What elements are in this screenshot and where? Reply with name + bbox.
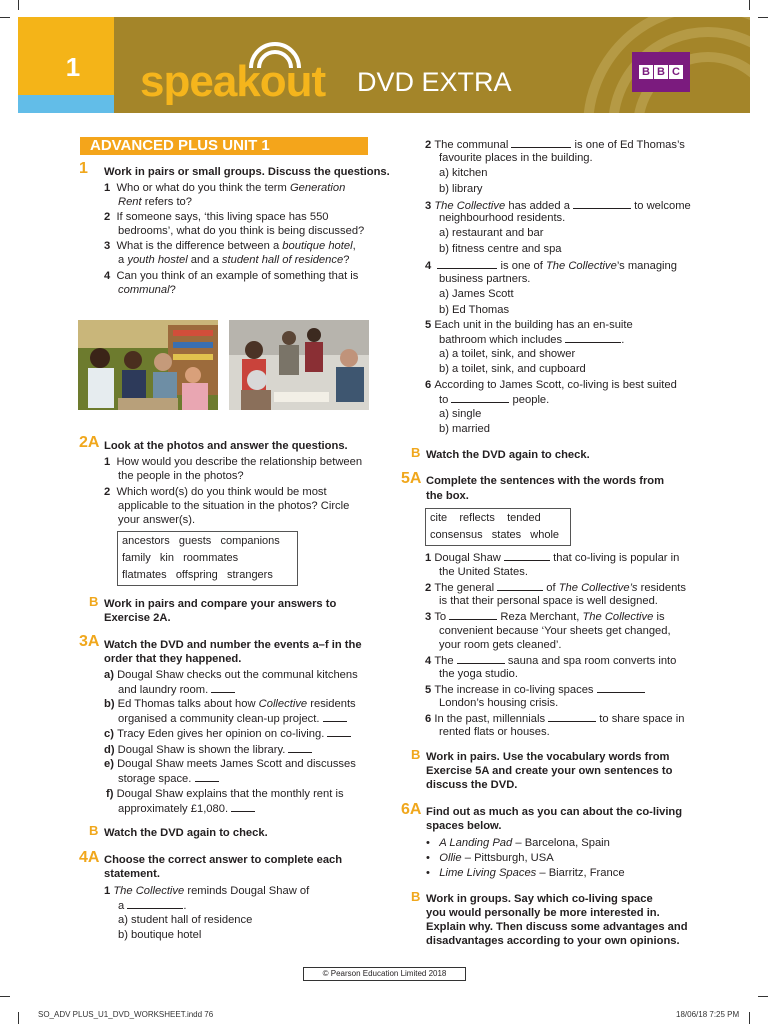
exercise-instruction: Watch the DVD again to check.	[104, 827, 268, 839]
box-word: states	[491, 529, 522, 541]
item-text: sauna and spa room converts into	[504, 655, 677, 667]
exercise-number: 2A	[79, 434, 100, 451]
exercise-instruction: Work in pairs and compare your answers to	[104, 598, 337, 610]
crop-mark	[749, 1012, 750, 1024]
exercise-number: 5A	[401, 470, 422, 487]
item-number: 6	[425, 379, 432, 391]
item-continuation	[439, 332, 624, 348]
exercise-number: B	[411, 747, 421, 762]
item-number: 3	[104, 240, 111, 252]
crop-mark	[0, 996, 10, 997]
item-text: Can you think of an example of something that is	[116, 270, 359, 282]
item-text: Ed Thomas talks about how	[117, 698, 259, 710]
item-text: The Collective	[582, 611, 654, 623]
question-item	[104, 884, 309, 899]
item-continuation: Rent refers to?	[118, 196, 193, 208]
item-number: 1	[104, 456, 111, 468]
item-text: What is the difference between a	[116, 240, 283, 252]
exercise-instruction: Watch the DVD and number the events a–f in the	[104, 639, 362, 651]
item-text: storage space.	[118, 773, 192, 785]
item-text: – Biarritz, France	[536, 867, 625, 879]
answer-option[interactable]: a) kitchen	[439, 167, 488, 179]
exercise-instruction: spaces below.	[426, 820, 502, 832]
item-text: bathroom which includes	[439, 334, 566, 346]
word-row	[430, 510, 566, 527]
event-item	[104, 742, 312, 758]
exercise-instruction: you would personally be more interested in.	[426, 907, 660, 919]
answer-option[interactable]: a) restaurant and bar	[439, 227, 544, 239]
item-number: f)	[106, 788, 114, 800]
item-number: 4	[104, 270, 111, 282]
crop-mark	[18, 1012, 19, 1024]
item-text: Lime Living Spaces	[439, 867, 537, 879]
bullet-item: • Lime Living Spaces – Biarritz, France	[426, 867, 625, 879]
item-text: youth hostel	[127, 254, 188, 266]
item-text: a	[118, 900, 125, 912]
item-text: has added a	[505, 200, 574, 212]
crop-mark	[749, 0, 750, 10]
bullet-item: • A Landing Pad – Barcelona, Spain	[426, 837, 610, 849]
word-row	[122, 567, 293, 584]
answer-blank[interactable]	[323, 711, 347, 722]
answer-option[interactable]: b) Ed Thomas	[439, 304, 510, 316]
item-continuation: your room gets cleaned’.	[439, 639, 562, 651]
item-text: Generation	[289, 182, 346, 194]
event-item	[104, 726, 351, 742]
item-continuation: business partners.	[439, 273, 531, 285]
event-item-cont	[118, 771, 219, 787]
item-number: 4	[425, 655, 432, 667]
word-box	[117, 531, 298, 586]
item-text: A Landing Pad	[439, 837, 513, 849]
exercise-instruction: Watch the DVD again to check.	[426, 449, 590, 461]
photo-dining-group	[229, 320, 369, 410]
item-continuation: neighbourhood residents.	[439, 212, 566, 224]
answer-blank[interactable]	[451, 392, 509, 403]
exercise-instruction: Look at the photos and answer the questions.	[104, 440, 348, 452]
item-text: ’s managing	[616, 260, 677, 272]
item-continuation: London’s housing crisis.	[439, 697, 559, 709]
exercise-instruction: Work in pairs or small groups. Discuss the questions.	[104, 166, 390, 178]
answer-blank[interactable]	[231, 801, 255, 812]
item-continuation	[439, 392, 549, 408]
item-text: Which word(s) do you think would be most	[116, 486, 327, 498]
answer-option[interactable]: a) single	[439, 408, 482, 420]
item-number: 5	[425, 319, 432, 331]
item-number: e)	[104, 758, 114, 770]
question-item	[104, 181, 345, 196]
item-number: 2	[425, 582, 432, 594]
event-item	[106, 787, 344, 802]
answer-blank[interactable]	[548, 711, 596, 722]
box-word: cite	[430, 512, 448, 524]
item-text: Dougal Shaw	[434, 552, 504, 564]
item-text: Dougal Shaw checks out the communal kitchens	[117, 669, 358, 681]
answer-option[interactable]: b) a toilet, sink, and cupboard	[439, 363, 586, 375]
box-word: offspring	[175, 569, 218, 581]
word-row	[430, 527, 566, 544]
item-continuation: bedrooms’, what do you think is being discussed?	[118, 225, 365, 237]
item-text: The Collective’s	[558, 582, 638, 594]
item-text: boutique hotel	[282, 240, 353, 252]
item-text: Who or what do you think the term	[116, 182, 290, 194]
item-number: 2	[104, 486, 111, 498]
item-number: 1	[104, 182, 111, 194]
item-number: a)	[104, 669, 114, 681]
bbc-logo	[632, 52, 690, 92]
answer-option[interactable]: a) student hall of residence	[118, 914, 253, 926]
item-text: Dougal Shaw is shown the library.	[117, 744, 286, 756]
item-text: and laundry room.	[118, 684, 209, 696]
answer-blank[interactable]	[449, 609, 497, 620]
answer-blank[interactable]	[211, 682, 235, 693]
crop-mark	[758, 996, 768, 997]
item-continuation: applicable to the situation in the photos? Circle	[118, 500, 350, 512]
box-word: guests	[178, 535, 212, 547]
item-number: 6	[425, 713, 432, 725]
unit-title: ADVANCED PLUS UNIT 1	[90, 137, 270, 154]
box-word: ancestors	[122, 535, 170, 547]
question-item	[104, 485, 327, 500]
bbc-letter: C	[669, 65, 683, 79]
exercise-number: B	[411, 889, 421, 904]
item-text: The Collective	[434, 200, 506, 212]
item-text: The general	[434, 582, 498, 594]
item-text: of	[543, 582, 559, 594]
crop-mark	[0, 17, 10, 18]
crop-mark	[758, 17, 768, 18]
item-text: Reza Merchant,	[497, 611, 583, 623]
exercise-instruction: Work in groups. Say which co-living space	[426, 893, 653, 905]
item-number: 3	[425, 611, 432, 623]
exercise-instruction: the box.	[426, 490, 469, 502]
copyright: © Pearson Education Limited 2018	[303, 967, 466, 981]
answer-blank[interactable]	[573, 198, 631, 209]
answer-blank[interactable]	[288, 742, 312, 753]
exercise-instruction: Choose the correct answer to complete each	[104, 854, 343, 866]
item-number: 4	[425, 260, 432, 272]
speakout-logo: speakout	[140, 57, 326, 106]
item-continuation: the yoga studio.	[439, 668, 518, 680]
event-item-cont	[118, 711, 347, 727]
unit-number: 1	[65, 52, 81, 82]
exercise-instruction: Complete the sentences with the words from	[426, 475, 665, 487]
word-row	[122, 550, 293, 567]
answer-blank[interactable]	[565, 332, 621, 343]
item-continuation: convenient because ‘Your sheets get changed,	[439, 625, 671, 637]
event-item	[104, 757, 356, 772]
item-text: According to James Scott, co-living is best suited	[434, 379, 677, 391]
item-text: to share space in	[596, 713, 685, 725]
item-text: If someone says, ‘this living space has 550	[116, 211, 329, 223]
item-text: Tracy Eden gives her opinion on co-living.	[117, 728, 325, 740]
item-continuation: is that their personal space is well designed.	[439, 595, 658, 607]
answer-blank[interactable]	[127, 898, 183, 909]
item-text: is	[653, 611, 665, 623]
item-number: 3	[425, 200, 432, 212]
item-text: is one of	[497, 260, 546, 272]
item-text: In the past, millennials	[434, 713, 549, 725]
item-text: The communal	[434, 139, 512, 151]
exercise-instruction: Find out as much as you can about the co-living	[426, 806, 683, 818]
answer-blank[interactable]	[597, 682, 645, 693]
item-continuation: the United States.	[439, 566, 528, 578]
item-text: The Collective	[113, 885, 185, 897]
exercise-number: B	[89, 594, 99, 609]
item-text: ?	[343, 254, 350, 266]
file-name: SO_ADV PLUS_U1_DVD_WORKSHEET.indd 76	[38, 1010, 214, 1019]
item-number: 2	[104, 211, 111, 223]
exercise-instruction: Explain why. Then discuss some advantages and	[426, 921, 688, 933]
exercise-number: 1	[79, 160, 88, 177]
item-continuation	[118, 898, 186, 914]
exercise-instruction: disadvantages according to your own opinions.	[426, 935, 680, 947]
item-continuation	[118, 253, 349, 268]
item-number: 1	[104, 885, 111, 897]
item-number: 1	[425, 552, 432, 564]
item-text: Ollie	[439, 852, 462, 864]
item-text: Dougal Shaw meets James Scott and discusses	[117, 758, 356, 770]
item-text: To	[434, 611, 450, 623]
unit-title-bar	[80, 137, 368, 155]
item-text: student hall of residence	[221, 254, 344, 266]
print-date: 18/06/18 7:25 PM	[676, 1010, 740, 1019]
item-continuation: the people in the photos?	[118, 470, 244, 482]
answer-blank[interactable]	[457, 653, 505, 664]
item-continuation: favourite places in the building.	[439, 152, 593, 164]
item-number: 2	[425, 139, 432, 151]
item-text: The	[434, 655, 457, 667]
item-text: approximately £1,080.	[118, 803, 229, 815]
item-number: d)	[104, 744, 115, 756]
answer-blank[interactable]	[504, 550, 550, 561]
answer-option[interactable]: b) library	[439, 183, 483, 195]
answer-option[interactable]: b) boutique hotel	[118, 929, 202, 941]
box-word: kin	[159, 552, 174, 564]
item-text: and a	[187, 254, 222, 266]
answer-blank[interactable]	[497, 580, 543, 591]
sentence-item	[425, 609, 665, 625]
box-word: roommates	[183, 552, 239, 564]
box-word: flatmates	[122, 569, 167, 581]
item-text: people.	[509, 394, 550, 406]
exercise-instruction: discuss the DVD.	[426, 779, 518, 791]
item-text: .	[183, 900, 187, 912]
box-word: family	[122, 552, 151, 564]
dvd-extra-title: DVD EXTRA	[357, 67, 512, 97]
item-text: residents	[637, 582, 686, 594]
bullet-item: • Ollie – Pittsburgh, USA	[426, 852, 554, 864]
item-text: that co-living is popular in	[550, 552, 680, 564]
bbc-letter: B	[654, 65, 668, 79]
box-word: consensus	[430, 529, 483, 541]
exercise-instruction: statement.	[104, 868, 160, 880]
exercise-number: 3A	[79, 633, 100, 650]
answer-blank[interactable]	[511, 137, 571, 148]
item-text: ,	[352, 240, 356, 252]
sentence-item	[425, 550, 679, 566]
answer-option[interactable]: b) married	[439, 423, 490, 435]
exercise-instruction: Exercise 2A.	[104, 612, 171, 624]
answer-blank[interactable]	[195, 771, 219, 782]
item-continuation	[118, 283, 176, 298]
box-word: companions	[220, 535, 280, 547]
item-text: The increase in co-living spaces	[434, 684, 597, 696]
photo-library-students	[78, 320, 218, 410]
exercise-number: B	[411, 445, 421, 460]
question-item	[104, 239, 356, 254]
item-text: .	[621, 334, 625, 346]
question-item	[425, 378, 677, 393]
exercise-instruction: Work in pairs. Use the vocabulary words from	[426, 751, 670, 763]
exercise-number: 4A	[79, 849, 100, 866]
event-item-cont	[118, 801, 255, 817]
item-text: reminds Dougal Shaw of	[184, 885, 310, 897]
event-item-cont	[118, 682, 235, 698]
crop-mark	[18, 0, 19, 10]
question-item	[104, 455, 362, 470]
item-text: Dougal Shaw explains that the monthly rent is	[116, 788, 344, 800]
exercise-instruction: Exercise 5A and create your own sentences to	[426, 765, 673, 777]
item-text: Collective	[258, 698, 308, 710]
exercise-number: 6A	[401, 801, 422, 818]
event-item	[104, 668, 358, 683]
answer-option[interactable]: a) a toilet, sink, and shower	[439, 348, 576, 360]
item-text: to welcome	[631, 200, 691, 212]
item-text: residents	[307, 698, 356, 710]
exercise-number: B	[89, 823, 99, 838]
answer-blank[interactable]	[327, 726, 351, 737]
item-number: b)	[104, 698, 115, 710]
unit-number-stripe	[18, 95, 114, 113]
box-word: reflects	[459, 512, 495, 524]
item-text: – Pittsburgh, USA	[461, 852, 554, 864]
box-word: strangers	[226, 569, 273, 581]
item-continuation: your answer(s).	[118, 514, 196, 526]
answer-blank[interactable]	[437, 258, 497, 269]
word-box	[425, 508, 571, 546]
item-text: a	[118, 254, 128, 266]
box-word: whole	[530, 529, 560, 541]
answer-option[interactable]: a) James Scott	[439, 288, 514, 300]
item-text: to	[439, 394, 452, 406]
item-number: c)	[104, 728, 114, 740]
item-text: is one of Ed Thomas’s	[571, 139, 685, 151]
item-text: Each unit in the building has an en-suite	[434, 319, 633, 331]
item-text: ?	[169, 284, 176, 296]
exercise-instruction: order that they happened.	[104, 653, 242, 665]
bbc-letter: B	[639, 65, 653, 79]
item-number: 5	[425, 684, 432, 696]
item-text: organised a community clean-up project.	[118, 713, 320, 725]
event-item	[104, 697, 356, 712]
word-row	[122, 533, 293, 550]
question-item	[104, 269, 358, 284]
item-text: communal	[118, 284, 170, 296]
question-item	[425, 318, 633, 333]
item-text: The Collective	[545, 260, 617, 272]
item-text: – Barcelona, Spain	[512, 837, 610, 849]
box-word: tended	[507, 512, 541, 524]
question-item	[104, 210, 329, 225]
answer-option[interactable]: b) fitness centre and spa	[439, 243, 562, 255]
item-continuation: rented flats or houses.	[439, 726, 550, 738]
item-text: How would you describe the relationship between	[116, 456, 363, 468]
